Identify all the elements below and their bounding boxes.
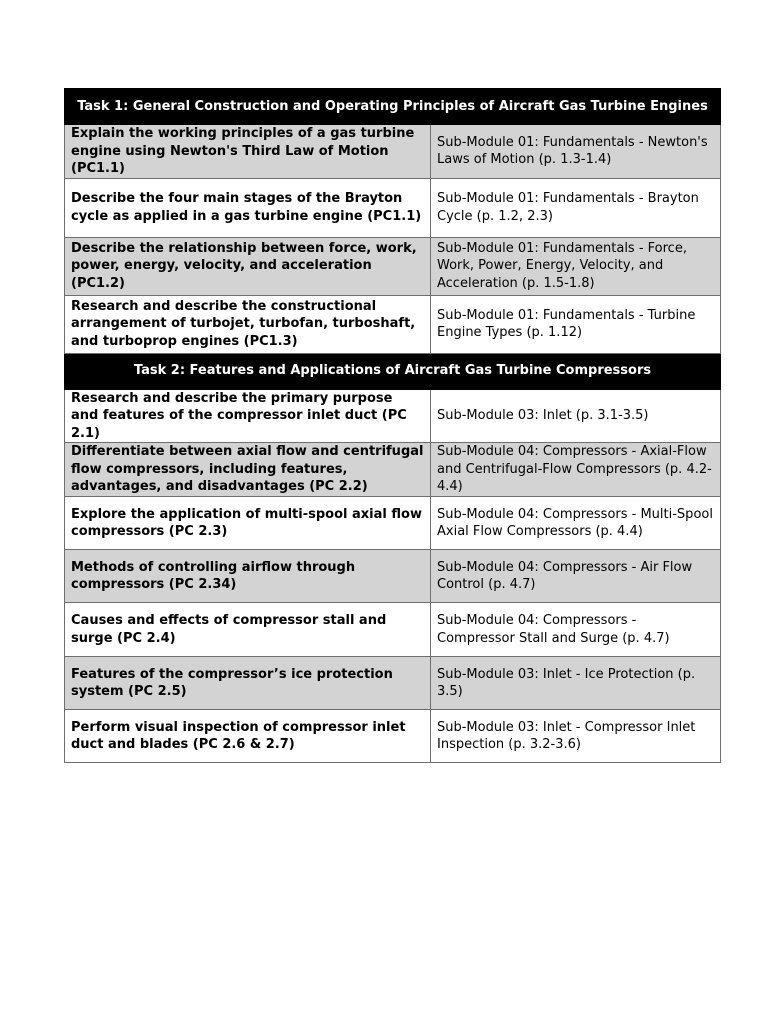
- module-reference: Sub-Module 01: Fundamentals - Newton's Laws of Motion (p. 1.3-1.4): [431, 125, 721, 179]
- task-description: Describe the relationship between force, work, power, energy, velocity, and acceleration (PC1.2): [65, 237, 431, 295]
- table-row: [65, 657, 721, 710]
- section-header-task-1: [65, 89, 721, 125]
- table-row: [65, 295, 721, 353]
- task-description: Differentiate between axial flow and centrifugal flow compressors, including features, advantages, and disadvantages (PC 2.2): [65, 443, 431, 497]
- task-description: Methods of controlling airflow through compressors (PC 2.34): [65, 550, 431, 603]
- table-row: [65, 550, 721, 603]
- module-reference: Sub-Module 01: Fundamentals - Brayton Cycle (p. 1.2, 2.3): [431, 178, 721, 237]
- task-description: Explain the working principles of a gas turbine engine using Newton's Third Law of Motion (PC1.1): [65, 125, 431, 179]
- module-reference: Sub-Module 03: Inlet (p. 3.1-3.5): [431, 389, 721, 443]
- module-reference: Sub-Module 01: Fundamentals - Turbine Engine Types (p. 1.12): [431, 295, 721, 353]
- module-reference: Sub-Module 04: Compressors - Air Flow Control (p. 4.7): [431, 550, 721, 603]
- table-row: [65, 178, 721, 237]
- task-description: Perform visual inspection of compressor inlet duct and blades (PC 2.6 & 2.7): [65, 710, 431, 763]
- section-header-task-2: [65, 353, 721, 389]
- table-row: [65, 237, 721, 295]
- task-description: Research and describe the constructional arrangement of turbojet, turbofan, turboshaft, and turboprop engines (PC1.3): [65, 295, 431, 353]
- table-row: [65, 497, 721, 550]
- section-title: Task 1: General Construction and Operating Principles of Aircraft Gas Turbine Engines: [65, 89, 721, 125]
- table-row: [65, 603, 721, 657]
- module-reference: Sub-Module 04: Compressors - Axial-Flow and Centrifugal-Flow Compressors (p. 4.2-4.4): [431, 443, 721, 497]
- task-description: Describe the four main stages of the Brayton cycle as applied in a gas turbine engine (PC1.1): [65, 178, 431, 237]
- module-reference: Sub-Module 03: Inlet - Compressor Inlet Inspection (p. 3.2-3.6): [431, 710, 721, 763]
- table-row: [65, 710, 721, 763]
- section-title: Task 2: Features and Applications of Aircraft Gas Turbine Compressors: [65, 353, 721, 389]
- module-reference: Sub-Module 04: Compressors - Multi-Spool Axial Flow Compressors (p. 4.4): [431, 497, 721, 550]
- module-reference: Sub-Module 04: Compressors - Compressor Stall and Surge (p. 4.7): [431, 603, 721, 657]
- task-description: Research and describe the primary purpose and features of the compressor inlet duct (PC 2.1): [65, 389, 431, 443]
- module-reference: Sub-Module 03: Inlet - Ice Protection (p. 3.5): [431, 657, 721, 710]
- module-reference: Sub-Module 01: Fundamentals - Force, Work, Power, Energy, Velocity, and Acceleration (p. 1.5-1.8): [431, 237, 721, 295]
- task-description: Explore the application of multi-spool axial flow compressors (PC 2.3): [65, 497, 431, 550]
- task-reference-table: [64, 88, 721, 763]
- table-row: [65, 443, 721, 497]
- task-description: Features of the compressor’s ice protection system (PC 2.5): [65, 657, 431, 710]
- table-row: [65, 389, 721, 443]
- task-description: Causes and effects of compressor stall and surge (PC 2.4): [65, 603, 431, 657]
- table-row: [65, 125, 721, 179]
